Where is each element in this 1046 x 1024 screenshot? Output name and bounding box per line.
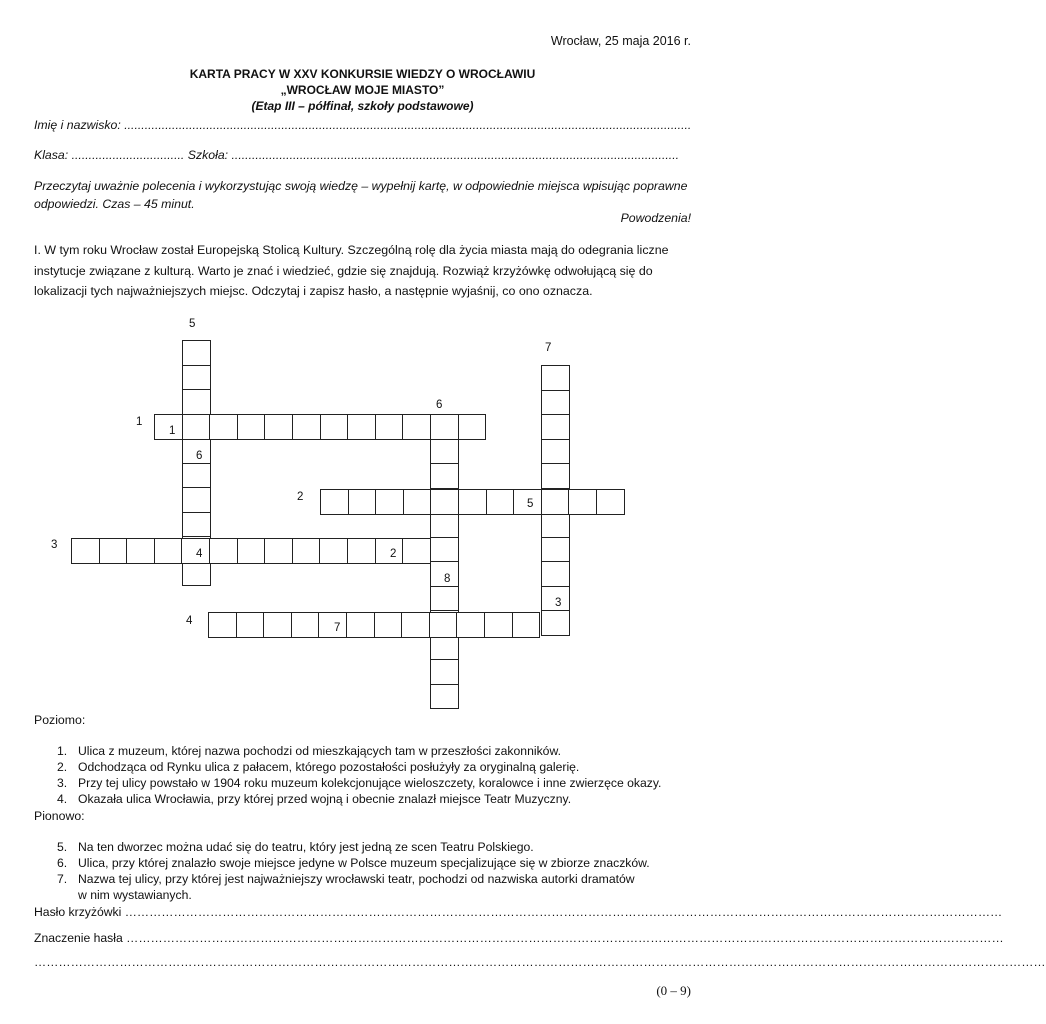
crossword-cell-h4-5[interactable] (318, 612, 347, 638)
crossword-cell-h3-4[interactable] (154, 538, 183, 564)
crossword-cell-h1-8[interactable] (347, 414, 376, 440)
crossword-cell-v6-3[interactable] (430, 463, 459, 489)
crossword-cell-h1-12[interactable] (458, 414, 487, 440)
crossword-cell-h2-3[interactable] (375, 489, 404, 515)
crossword-grid (0, 0, 725, 720)
crossword-cell-h2-11[interactable] (596, 489, 625, 515)
crossword-cell-v7-9[interactable] (541, 561, 570, 587)
crossword-cell-v7-1[interactable] (541, 365, 570, 391)
crossword-cell-h3-1[interactable] (71, 538, 100, 564)
clue-h4 (57, 791, 571, 807)
title-line-2: „WROCŁAW MOJE MIASTO” (280, 83, 445, 97)
crossword-cell-v5-6[interactable] (182, 463, 211, 489)
password-mark-1: 1 (169, 425, 176, 437)
horizontal-heading: Poziomo: (34, 713, 86, 727)
password-answer-field[interactable]: Hasło krzyżówki ……………………………………………………………………………………………………………………………………………………………………………………………… (34, 905, 1003, 919)
crossword-cell-h4-7[interactable] (374, 612, 403, 638)
crossword-cell-h2-6[interactable] (458, 489, 487, 515)
clue-v6-number: 6. (57, 856, 68, 870)
crossword-cell-h3-12[interactable] (375, 538, 404, 564)
clue-v7 (57, 871, 635, 887)
clue-v7-number: 7. (57, 872, 68, 886)
crossword-cell-v7-5[interactable] (541, 463, 570, 489)
crossword-cell-v7-8[interactable] (541, 537, 570, 563)
crossword-cell-h3-2[interactable] (99, 538, 128, 564)
clue-label-3: 3 (51, 539, 58, 551)
clue-v7-text: Nazwa tej ulicy, przy której jest najważniejszy wrocławski teatr, pochodzi od nazwiska autorki dramatów (78, 872, 635, 886)
password-mark-5: 5 (527, 498, 534, 510)
clue-h3 (57, 775, 661, 791)
clue-v6 (57, 855, 650, 871)
title-line-1: KARTA PRACY W XXV KONKURSIE WIEDZY O WROCŁAWIU (189, 67, 536, 81)
clue-h4-text: Okazała ulica Wrocławia, przy której przed wojną i obecnie znalazł miejsce Teatr Muzyczny. (78, 792, 572, 806)
crossword-cell-h3-3[interactable] (126, 538, 155, 564)
crossword-cell-h3-8[interactable] (264, 538, 293, 564)
good-luck: Powodzenia! (620, 211, 691, 225)
extra-answer-line[interactable]: …………………………………………………………………………………………………………………………………………………………………………………………………………………………… (34, 955, 1046, 969)
crossword-cell-v7-2[interactable] (541, 390, 570, 416)
clue-h1-text: Ulica z muzeum, której nazwa pochodzi od mieszkających tam w przeszłości zakonników. (78, 744, 561, 758)
meaning-answer-field[interactable]: Znaczenie hasła ……………………………………………………………………………………………………………………………………………………………………………………………… (34, 931, 1004, 945)
clue-label-5: 5 (189, 318, 196, 330)
clue-label-1: 1 (136, 416, 143, 428)
crossword-cell-h1-5[interactable] (264, 414, 293, 440)
crossword-cell-h4-9[interactable] (429, 612, 458, 638)
clue-h2 (57, 759, 579, 775)
clue-v6-text: Ulica, przy której znalazło swoje miejsce jedyne w Polsce muzeum specjalizujące się w zbiorze znaczków. (78, 856, 650, 870)
clue-v5-number: 5. (57, 840, 68, 854)
crossword-cell-v6-6[interactable] (430, 537, 459, 563)
crossword-cell-h1-7[interactable] (320, 414, 349, 440)
clue-label-6: 6 (436, 399, 443, 411)
password-mark-4: 4 (196, 548, 203, 560)
crossword-cell-h4-2[interactable] (236, 612, 265, 638)
crossword-cell-v5-10[interactable] (182, 561, 211, 587)
crossword-cell-v5-2[interactable] (182, 365, 211, 391)
class-school-field[interactable]: Klasa: ................................. Szkoła: ................................................................................................................................... (34, 148, 680, 162)
crossword-cell-v6-11[interactable] (430, 659, 459, 685)
crossword-cell-h2-4[interactable] (403, 489, 432, 515)
crossword-cell-h3-10[interactable] (319, 538, 348, 564)
crossword-cell-v5-1[interactable] (182, 340, 211, 366)
title-line-3: (Etap III – półfinał, szkoły podstawowe) (251, 99, 474, 113)
password-mark-2: 2 (390, 548, 397, 560)
crossword-cell-h3-9[interactable] (292, 538, 321, 564)
crossword-cell-h4-12[interactable] (512, 612, 541, 638)
date: Wrocław, 25 maja 2016 r. (550, 34, 691, 48)
crossword-cell-v6-5[interactable] (430, 512, 459, 538)
crossword-cell-h2-5[interactable] (430, 489, 459, 515)
crossword-cell-h1-11[interactable] (430, 414, 459, 440)
crossword-cell-h2-9[interactable] (541, 489, 570, 515)
clue-h4-number: 4. (57, 792, 68, 806)
crossword-cell-h1-6[interactable] (292, 414, 321, 440)
crossword-cell-h1-2[interactable] (182, 414, 211, 440)
clue-label-4: 4 (186, 615, 193, 627)
crossword-cell-h4-3[interactable] (263, 612, 292, 638)
crossword-cell-v6-10[interactable] (430, 635, 459, 661)
crossword-cell-v5-8[interactable] (182, 512, 211, 538)
clue-h1 (57, 743, 561, 759)
crossword-cell-v7-11[interactable] (541, 610, 570, 636)
crossword-cell-v7-4[interactable] (541, 439, 570, 465)
password-mark-8: 8 (444, 573, 451, 585)
crossword-cell-h4-8[interactable] (401, 612, 430, 638)
crossword-cell-h4-10[interactable] (456, 612, 485, 638)
crossword-cell-h1-10[interactable] (402, 414, 431, 440)
crossword-cell-v6-2[interactable] (430, 439, 459, 465)
crossword-cell-h3-11[interactable] (347, 538, 376, 564)
name-field[interactable]: Imię i nazwisko: ...................................................................................................................................................................... (34, 118, 692, 132)
crossword-cell-h1-3[interactable] (209, 414, 238, 440)
clue-v7-continuation: w nim wystawianych. (78, 888, 192, 902)
crossword-cell-v5-7[interactable] (182, 487, 211, 513)
crossword-cell-h2-10[interactable] (568, 489, 597, 515)
crossword-cell-v6-8[interactable] (430, 586, 459, 612)
clue-label-2: 2 (297, 491, 304, 503)
crossword-cell-h3-7[interactable] (237, 538, 266, 564)
clue-h2-number: 2. (57, 760, 68, 774)
clue-h3-text: Przy tej ulicy powstało w 1904 roku muzeum kolekcjonujące wieloszczety, koralowce i inne zwierzęce okazy. (78, 776, 662, 790)
crossword-cell-v5-3[interactable] (182, 389, 211, 415)
crossword-cell-h4-6[interactable] (346, 612, 375, 638)
crossword-cell-h2-1[interactable] (320, 489, 349, 515)
score-range: (0 – 9) (656, 983, 691, 998)
crossword-cell-v7-7[interactable] (541, 512, 570, 538)
task-description: I. W tym roku Wrocław został Europejską Stolicą Kultury. Szczególną rolę dla życia miasta mają do odegrania liczne instytucje związane z kulturą. Warto je znać i wiedzieć, gdzie się znajdują. Rozwiąż krzyżówkę odwołującą się do lokalizacji tych najważniejszych miejsc. Odczytaj i zapisz hasło, a następnie wyjaśnij, co ono oznacza. (34, 243, 669, 298)
clue-h3-number: 3. (57, 776, 68, 790)
crossword-cell-h1-4[interactable] (237, 414, 266, 440)
crossword-cell-h2-2[interactable] (348, 489, 377, 515)
password-mark-3: 3 (555, 597, 562, 609)
crossword-cell-h4-4[interactable] (291, 612, 320, 638)
clue-label-7: 7 (545, 342, 552, 354)
crossword-cell-h2-7[interactable] (486, 489, 515, 515)
crossword-cell-v7-3[interactable] (541, 414, 570, 440)
vertical-heading: Pionowo: (34, 809, 85, 823)
clue-h1-number: 1. (57, 744, 68, 758)
crossword-cell-v6-12[interactable] (430, 684, 459, 710)
password-mark-7: 7 (334, 622, 341, 634)
crossword-cell-h3-13[interactable] (402, 538, 431, 564)
instructions: Przeczytaj uważnie polecenia i wykorzystując swoją wiedzę – wypełnij kartę, w odpowiednie miejsca wpisując poprawne odpowiedzi. Czas – 45 minut. (34, 179, 688, 211)
clue-h2-text: Odchodząca od Rynku ulica z pałacem, którego pozostałości posłużyły za oryginalną galerię. (78, 760, 580, 774)
clue-v5 (57, 839, 534, 855)
crossword-cell-h1-9[interactable] (375, 414, 404, 440)
crossword-cell-h4-1[interactable] (208, 612, 237, 638)
password-mark-6: 6 (196, 450, 203, 462)
crossword-cell-h3-6[interactable] (209, 538, 238, 564)
crossword-cell-h4-11[interactable] (484, 612, 513, 638)
clue-v5-text: Na ten dworzec można udać się do teatru, który jest jedną ze scen Teatru Polskiego. (78, 840, 534, 854)
